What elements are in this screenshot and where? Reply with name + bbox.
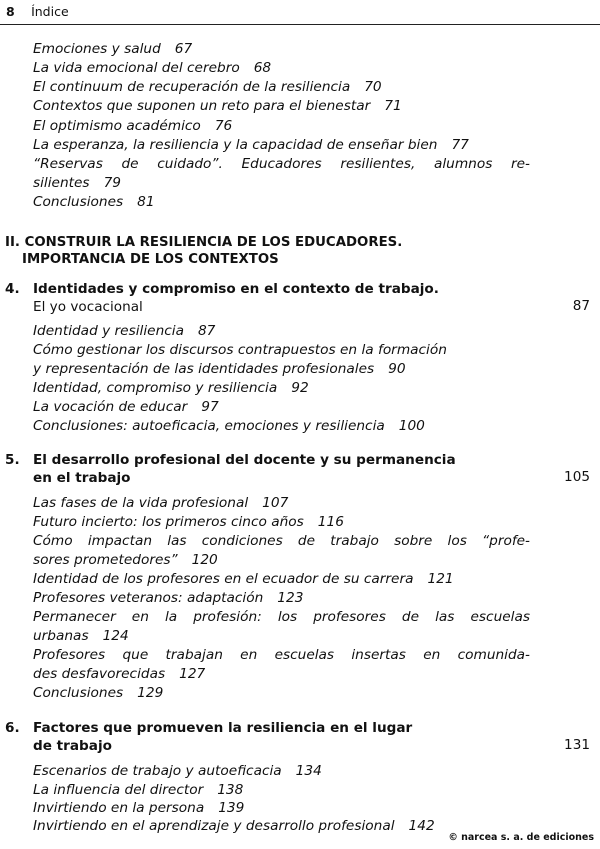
toc-entry[interactable]: Las fases de la vida profesional 107: [33, 495, 289, 511]
running-title: Índice: [31, 4, 69, 19]
chapter-heading[interactable]: 5. El desarrollo profesional del docente y su permanencia en el trabajo: [5, 452, 456, 486]
toc-entry[interactable]: Permanecer en la profesión: los profesores de las escuelas urbanas 124: [33, 609, 530, 644]
toc-entry[interactable]: Escenarios de trabajo y autoeficacia 134: [33, 763, 322, 779]
toc-entry[interactable]: Cómo gestionar los discursos contrapuestos en la formación y representación de las identidades profesionales 90: [33, 342, 447, 377]
toc-entry[interactable]: Identidad, compromiso y resiliencia 92: [33, 380, 309, 396]
page-number: 8: [6, 4, 15, 19]
toc-entry[interactable]: La esperanza, la resiliencia y la capacidad de enseñar bien 77: [33, 137, 469, 153]
toc-entry[interactable]: Conclusiones: autoeficacia, emociones y resiliencia 100: [33, 418, 425, 434]
toc-entry[interactable]: Futuro incierto: los primeros cinco años 116: [33, 514, 344, 530]
toc-entry[interactable]: Cómo impactan las condiciones de trabajo sobre los “profe- sores prometedores” 120: [33, 533, 530, 568]
toc-entry[interactable]: Conclusiones 129: [33, 685, 164, 701]
toc-entry[interactable]: La vida emocional del cerebro 68: [33, 60, 272, 76]
chapter-page-number: 87: [572, 298, 590, 314]
toc-entry[interactable]: “Reservas de cuidado”. Educadores resilientes, alumnos re- silientes 79: [33, 156, 530, 191]
toc-entry[interactable]: Identidad y resiliencia 87: [33, 323, 216, 339]
toc-entry[interactable]: Emociones y salud 67: [33, 41, 193, 57]
chapter-page-number: 131: [564, 737, 590, 753]
part-heading: II. CONSTRUIR LA RESILIENCIA DE LOS EDUCADORES. IMPORTANCIA DE LOS CONTEXTOS: [5, 235, 403, 267]
toc-entry[interactable]: El continuum de recuperación de la resiliencia 70: [33, 79, 382, 95]
page-header: [6, 4, 69, 19]
toc-entry[interactable]: El optimismo académico 76: [33, 118, 233, 134]
toc-entry[interactable]: La vocación de educar 97: [33, 399, 219, 415]
copyright-notice: © narcea s. a. de ediciones: [448, 832, 594, 843]
chapter-heading[interactable]: 4. Identidades y compromiso en el contexto de trabajo. El yo vocacional: [5, 281, 439, 315]
toc-entry[interactable]: Conclusiones 81: [33, 194, 155, 210]
toc-entry[interactable]: Identidad de los profesores en el ecuador de su carrera 121: [33, 571, 454, 587]
chapter-page-number: 105: [564, 469, 590, 485]
toc-entry[interactable]: Invirtiendo en la persona 139: [33, 800, 245, 816]
header-rule: [0, 24, 600, 25]
toc-entry[interactable]: Profesores que trabajan en escuelas insertas en comunida- des desfavorecidas 127: [33, 647, 530, 682]
chapter-heading[interactable]: 6. Factores que promueven la resiliencia en el lugar de trabajo: [5, 720, 413, 754]
toc-entry[interactable]: Invirtiendo en el aprendizaje y desarrollo profesional 142: [33, 818, 435, 834]
toc-entry[interactable]: Profesores veteranos: adaptación 123: [33, 590, 304, 606]
toc-entry[interactable]: Contextos que suponen un reto para el bienestar 71: [33, 98, 402, 114]
toc-entry[interactable]: La influencia del director 138: [33, 782, 244, 798]
